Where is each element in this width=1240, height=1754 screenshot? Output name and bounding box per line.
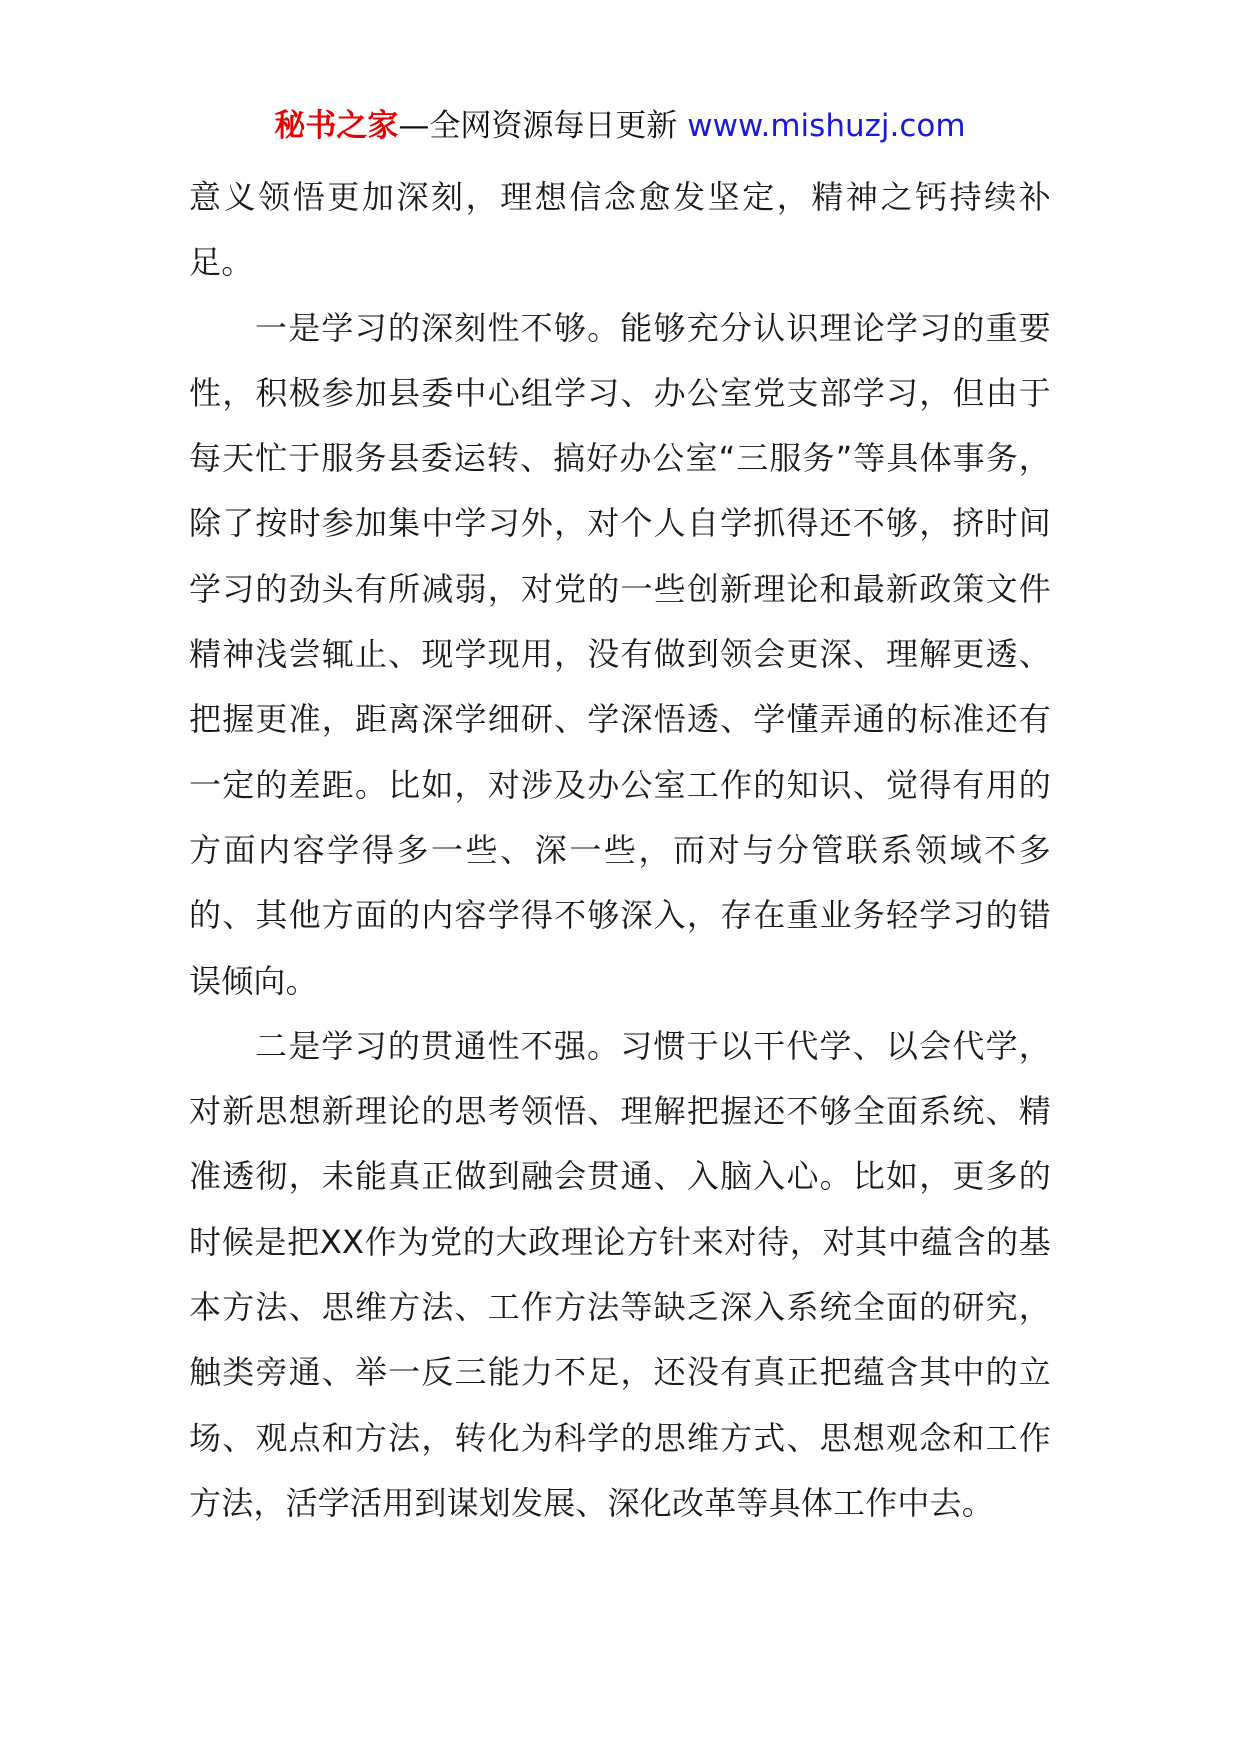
site-url-link[interactable]: www.mishuzj.com <box>687 108 966 144</box>
site-brand: 秘书之家 <box>274 108 399 144</box>
paragraph-learning-depth: 一是学习的深刻性不够。能够充分认识理论学习的重要性，积极参加县委中心组学习、办公室党支部学习，但由于每天忙于服务县委运转、搞好办公室“三服务”等具体事务，除了按时参加集中学习外，对个人自学抓得还不够，挤时间学习的劲头有所减弱，对党的一些创新理论和最新政策文件精神浅尝辄止、现学现用，没有做到领会更深、理解更透、把握更准，距离深学细研、学深悟透、学懂弄通的标准还有一定的差距。比如，对涉及办公室工作的知识、觉得有用的方面内容学得多一些、深一些，而对与分管联系领域不多的、其他方面的内容学得不够深入，存在重业务轻学习的错误倾向。 <box>189 308 1051 1000</box>
paragraph-continuation: 意义领悟更加深刻，理想信念愈发坚定，精神之钙持续补足。 <box>189 178 1051 282</box>
site-tagline: —全网资源每日更新 <box>398 108 688 144</box>
document-body <box>189 165 1051 1536</box>
page-header <box>0 104 1240 148</box>
paragraph-learning-coherence: 二是学习的贯通性不强。习惯于以干代学、以会代学，对新思想新理论的思考领悟、理解把握还不够全面系统、精准透彻，未能真正做到融会贯通、入脑入心。比如，更多的时候是把XX作为党的大政理论方针来对待，对其中蕴含的基本方法、思维方法、工作方法等缺乏深入系统全面的研究，触类旁通、举一反三能力不足，还没有真正把蕴含其中的立场、观点和方法，转化为科学的思维方式、思想观念和工作方法，活学活用到谋划发展、深化改革等具体工作中去。 <box>189 1026 1051 1522</box>
